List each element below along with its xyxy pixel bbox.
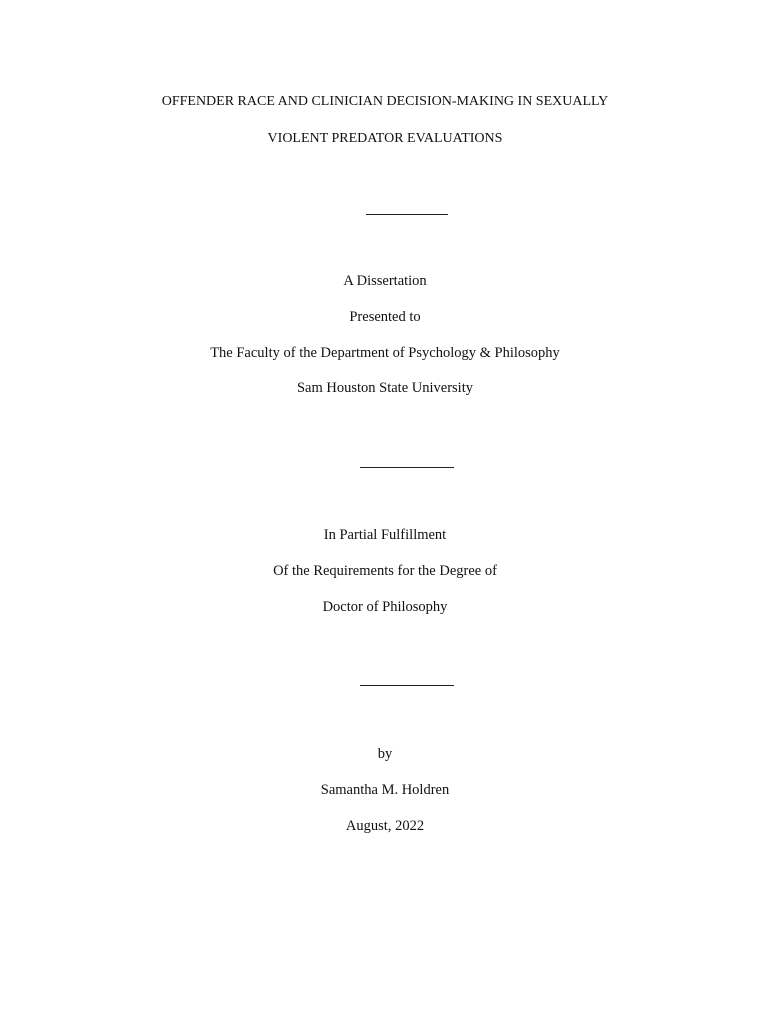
degree: Doctor of Philosophy	[322, 599, 448, 615]
requirements: Of the Requirements for the Degree of	[273, 563, 497, 579]
dissertation-title-line-1: OFFENDER RACE AND CLINICIAN DECISION-MAKING IN SEXUALLY	[161, 94, 609, 109]
department: The Faculty of the Department of Psychology & Philosophy	[210, 345, 560, 361]
document-type: A Dissertation	[343, 273, 427, 289]
separator-rule-3	[360, 685, 454, 686]
by-label: by	[377, 746, 393, 762]
partial-fulfillment: In Partial Fulfillment	[323, 527, 447, 543]
separator-rule-1	[366, 214, 448, 215]
author-name: Samantha M. Holdren	[320, 782, 450, 798]
dissertation-title-line-2: VIOLENT PREDATOR EVALUATIONS	[267, 131, 503, 146]
presented-to: Presented to	[349, 309, 421, 325]
university: Sam Houston State University	[296, 380, 473, 396]
separator-rule-2	[360, 467, 454, 468]
submission-date: August, 2022	[345, 818, 425, 834]
